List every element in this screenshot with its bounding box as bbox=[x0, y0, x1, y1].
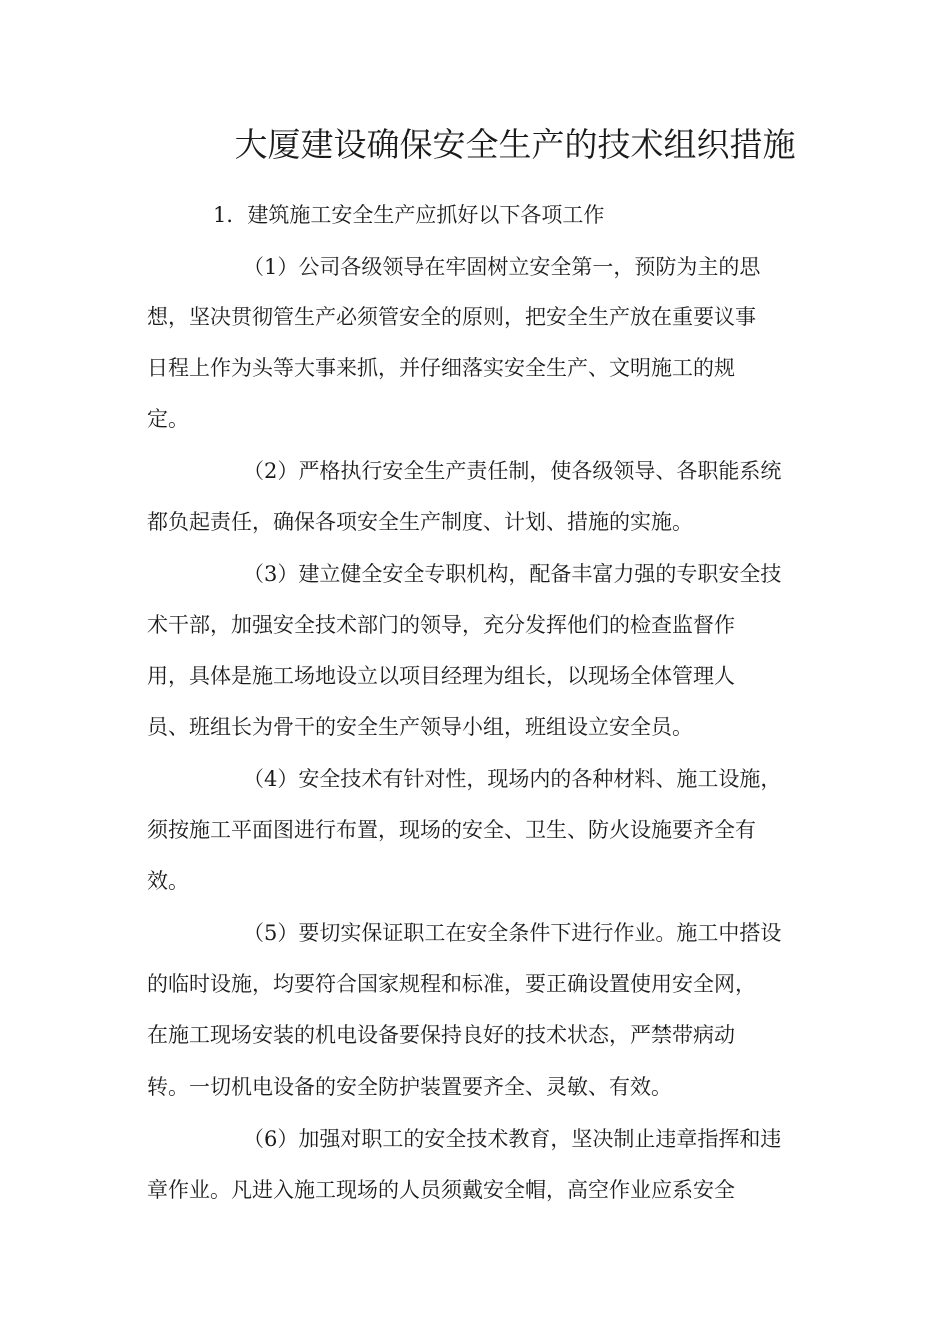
paragraph-1-line-2: 想，坚决贯彻管生产必须管安全的原则，把安全生产放在重要议事 bbox=[147, 305, 756, 329]
paragraph-4-line-2: 须按施工平面图进行布置，现场的安全、卫生、防火设施要齐全有 bbox=[147, 818, 756, 842]
paragraph-4-line-3: 效。 bbox=[147, 869, 189, 893]
document-title: 大厦建设确保安全生产的技术组织措施 bbox=[234, 125, 796, 164]
paragraph-3-line-2: 术干部，加强安全技术部门的领导，充分发挥他们的检查监督作 bbox=[147, 613, 735, 637]
paragraph-4-line-1: （4）安全技术有针对性，现场内的各种材料、施工设施， bbox=[243, 767, 782, 791]
paragraph-2-line-1: （2）严格执行安全生产责任制，使各级领导、各职能系统 bbox=[243, 459, 782, 483]
paragraph-5-line-1: （5）要切实保证职工在安全条件下进行作业。施工中搭设 bbox=[243, 921, 782, 945]
paragraph-2-line-2: 都负起责任，确保各项安全生产制度、计划、措施的实施。 bbox=[147, 510, 693, 534]
paragraph-5-line-4: 转。一切机电设备的安全防护装置要齐全、灵敏、有效。 bbox=[147, 1075, 672, 1099]
paragraph-3-line-3: 用，具体是施工场地设立以项目经理为组长，以现场全体管理人 bbox=[147, 664, 735, 688]
paragraph-6-line-1: （6）加强对职工的安全技术教育，坚决制止违章指挥和违 bbox=[243, 1127, 782, 1151]
paragraph-3-line-4: 员、班组长为骨干的安全生产领导小组，班组设立安全员。 bbox=[147, 715, 693, 739]
paragraph-5-line-3: 在施工现场安装的机电设备要保持良好的技术状态，严禁带病动 bbox=[147, 1023, 735, 1047]
paragraph-3-line-1: （3）建立健全安全专职机构，配备丰富力强的专职安全技 bbox=[243, 562, 782, 586]
paragraph-1-line-3: 日程上作为头等大事来抓，并仔细落实安全生产、文明施工的规 bbox=[147, 356, 735, 380]
paragraph-1-line-4: 定。 bbox=[147, 407, 189, 431]
section-heading: 1．建筑施工安全生产应抓好以下各项工作 bbox=[213, 203, 605, 227]
paragraph-1-line-1: （1）公司各级领导在牢固树立安全第一，预防为主的思 bbox=[243, 255, 761, 279]
paragraph-6-line-2: 章作业。凡进入施工现场的人员须戴安全帽，高空作业应系安全 bbox=[147, 1178, 735, 1202]
paragraph-5-line-2: 的临时设施，均要符合国家规程和标准，要正确设置使用安全网， bbox=[147, 972, 756, 996]
